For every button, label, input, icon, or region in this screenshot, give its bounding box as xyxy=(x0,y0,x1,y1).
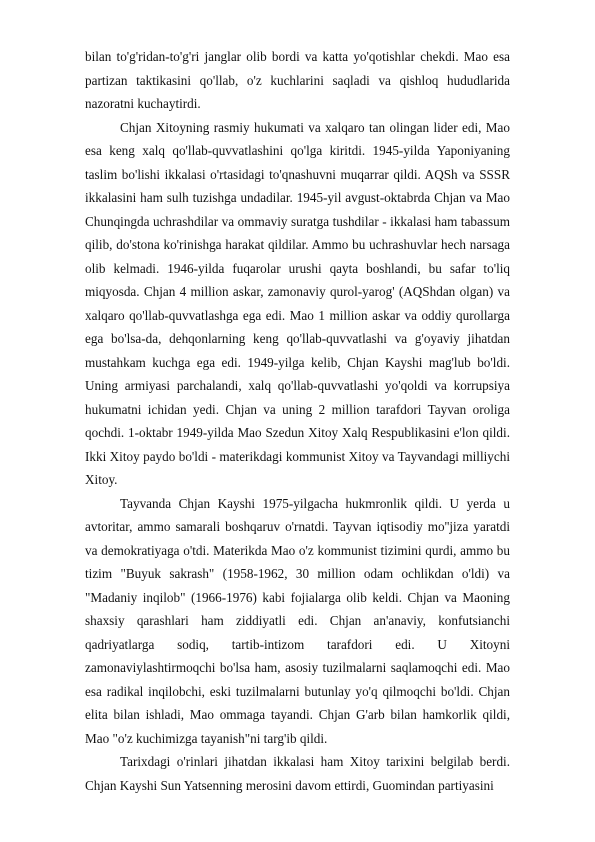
body-text xyxy=(85,45,510,797)
paragraph-continuation: bilan to'g'ridan-to'g'ri janglar olib bordi va katta yo'qotishlar chekdi. Mao esa partizan taktikasini qo'llab, o'z kuchlarini saqladi va qishloq hududlarida nazoratni kuchaytirdi. xyxy=(85,49,510,111)
paragraph-taiwan-mainland: Tayvanda Chjan Kayshi 1975-yilgacha hukmronlik qildi. U yerda u avtoritar, ammo samarali boshqaruv o'rnatdi. Tayvan iqtisodiy mo''jiza yaratdi va demokratiyaga o'tdi. Materikda Mao o'z kommunist tizimini qurdi, ammo bu tizim "Buyuk sakrash" (1958-1962, 30 million odam ochlikdan o'ldi) va "Madaniy inqilob" (1966-1976) kabi fojialarga olib keldi. Chjan va Maoning shaxsiy qarashlari ham ziddiyatli edi. Chjan an'anaviy, konfutsianchi qadriyatlarga sodiq, tartib-intizom tarafdori edi. U Xitoyni zamonaviylashtirmoqchi bo'lsa ham, asosiy tuzilmalarni saqlamoqchi edi. Mao esa radikal inqilobchi, eski tuzilmalarni butunlay yo'q qilmoqchi bo'ldi. Chjan elita bilan ishladi, Mao ommaga tayandi. Chjan G'arb bilan hamkorlik qildi, Mao "o'z kuchimizga tayanish"ni targ'ib qildi. xyxy=(85,495,510,746)
paragraph-civil-war: Chjan Xitoyning rasmiy hukumati va xalqaro tan olingan lider edi, Mao esa keng xalq qo'llab-quvvatlashini qo'lga kiritdi. 1945-yilda Yaponiyaning taslim bo'lishi ikkalasi o'rtasidagi to'qnashuvni muqarrar qildi. AQSh va SSSR ikkalasini ham sulh tuzishga undadilar. 1945-yil avgust-oktabrda Chjan va Mao Chunqingda uchrashdilar va ommaviy suratga tushdilar - ikkalasi ham tabassum qilib, do'stona ko'rinishga harakat qildilar. Ammo bu uchrashuvlar hech narsaga olib kelmadi. 1946-yilda fuqarolar urushi qayta boshlandi, bu safar to'liq miqyosda. Chjan 4 million askar, zamonaviy qurol-yarog' (AQShdan olgan) va xalqaro qo'llab-quvvatlashga ega edi. Mao 1 million askar va oddiy qurollarga ega bo'lsa-da, dehqonlarning keng qo'llab-quvvatlashi va g'oyaviy jihatdan mustahkam kuchga ega edi. 1949-yilga kelib, Chjan Kayshi mag'lub bo'ldi. Uning armiyasi parchalandi, xalq qo'llab-quvvatlashi yo'qoldi va korrupsiya hukumatni ichidan yedi. Chjan va uning 2 million tarafdori Tayvan oroliga qochdi. 1-oktabr 1949-yilda Mao Szedun Xitoy Xalq Respublikasini e'lon qildi. Ikki Xitoy paydo bo'ldi - materikdagi kommunist Xitoy va Tayvandagi milliychi Xitoy. xyxy=(85,119,510,487)
paragraph-legacy: Tarixdagi o'rinlari jihatdan ikkalasi ham Xitoy tarixini belgilab berdi. Chjan Kayshi Sun Yatsenning merosini davom ettirdi, Guomindan partiyasini xyxy=(85,754,510,793)
